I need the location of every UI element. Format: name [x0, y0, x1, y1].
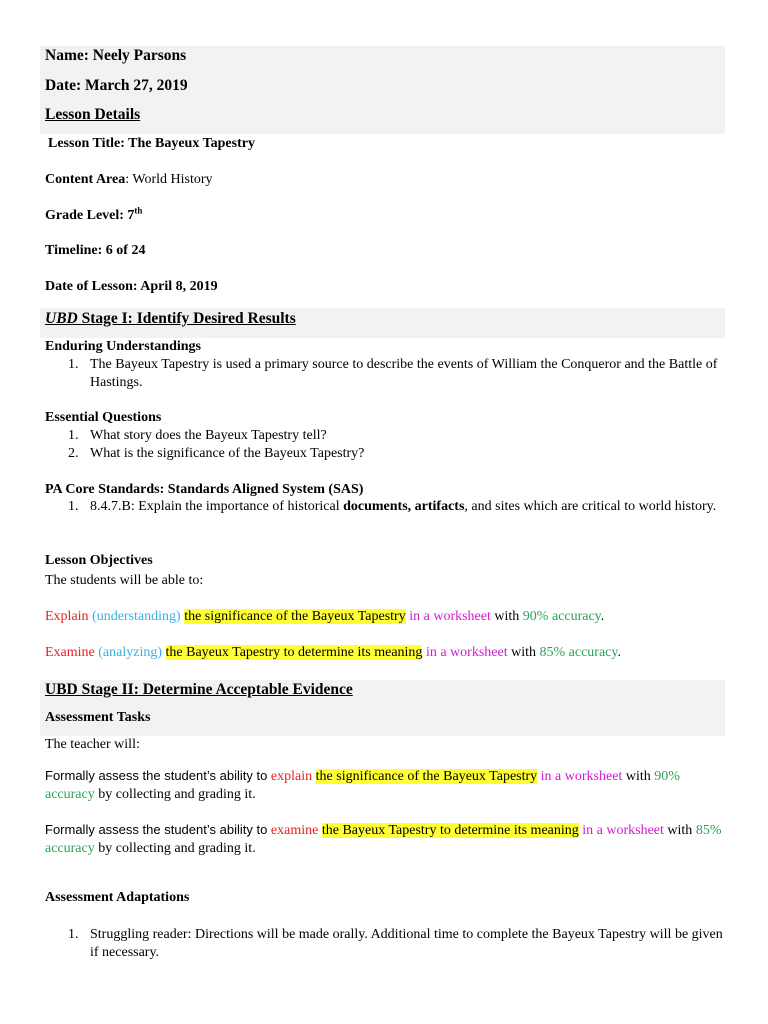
pa-list — [45, 498, 726, 516]
date-of-lesson-line: Date of Lesson: April 8, 2019 — [45, 279, 218, 294]
objective-level: (analyzing) — [94, 645, 166, 660]
list-item — [45, 498, 726, 516]
objective-1 — [45, 608, 726, 626]
list-item — [45, 926, 726, 962]
date-line: Date: March 27, 2019 — [45, 77, 188, 94]
adaptations-list — [45, 926, 726, 962]
eq-heading: Essential Questions — [45, 410, 162, 425]
lesson-title-value: The Bayeux Tapestry — [128, 136, 255, 151]
list-item — [45, 445, 726, 463]
stage1-title: Stage I: Identify Desired Results — [77, 310, 296, 327]
pa-heading: PA Core Standards: Standards Aligned System (SAS) — [45, 482, 364, 497]
assessment-with: with — [663, 823, 696, 838]
objective-content: the significance of the Bayeux Tapestry — [184, 609, 406, 624]
list-text: , and sites which are critical to world history. — [464, 499, 717, 514]
assessment-criteria: 85% accuracy — [45, 823, 722, 856]
pa-list-wrap — [45, 498, 726, 516]
objective-verb: Examine — [45, 645, 95, 660]
assessment-1 — [45, 767, 726, 804]
assessment-verb: examine — [270, 823, 319, 838]
objective-level: (understanding) — [88, 609, 185, 624]
objective-2 — [45, 644, 726, 662]
objective-criteria: 90% accuracy — [522, 609, 601, 624]
list-text: The Bayeux Tapestry is used a primary source to describe the events of William the Conqueror and the Battle of Hastings. — [90, 357, 718, 390]
objectives-heading: Lesson Objectives — [45, 553, 153, 568]
assessment-content: the Bayeux Tapestry to determine its meaning — [321, 823, 579, 838]
assessment-verb: explain — [270, 769, 313, 784]
assessment-product: in a worksheet — [537, 769, 623, 784]
content-area-label: Content Area — [45, 172, 126, 187]
timeline-line: Timeline: 6 of 24 — [45, 243, 146, 258]
grade-level-label: Grade Level: 7 — [45, 208, 135, 223]
list-text: What story does the Bayeux Tapestry tell? — [90, 428, 327, 443]
list-text: Struggling reader: Directions will be made orally. Additional time to complete the Bayeux Tapestry will be given if necessary. — [90, 927, 723, 960]
list-number: 2. — [68, 446, 79, 461]
assessment-post: by collecting and grading it. — [94, 787, 256, 802]
content-area-value: : World History — [125, 172, 213, 187]
grade-level-sup: th — [134, 205, 143, 216]
assessment-product: in a worksheet — [578, 823, 664, 838]
list-item — [45, 427, 726, 445]
objectives-intro: The students will be able to: — [45, 573, 204, 588]
list-item — [45, 356, 726, 392]
assessment-2 — [45, 821, 726, 858]
lesson-title-label: Lesson Title: — [48, 136, 125, 151]
grade-level-line — [45, 207, 726, 225]
objective-verb: Explain — [45, 609, 89, 624]
name-line: Name: Neely Parsons — [45, 47, 187, 64]
list-text-bold: documents, artifacts — [343, 499, 465, 514]
stage2-heading: UBD Stage II: Determine Acceptable Evidence — [45, 681, 353, 698]
objective-end: . — [600, 609, 605, 624]
assessment-content: the significance of the Bayeux Tapestry — [315, 769, 538, 784]
list-number: 1. — [68, 927, 79, 942]
list-text: What is the significance of the Bayeux Tapestry? — [90, 446, 365, 461]
enduring-heading: Enduring Understandings — [45, 339, 202, 354]
objective-end: . — [617, 645, 621, 660]
teacher-will: The teacher will: — [45, 737, 140, 752]
objective-product: in a worksheet — [422, 645, 508, 660]
eq-list-wrap — [45, 427, 726, 463]
list-number: 1. — [68, 357, 79, 372]
adaptations-heading: Assessment Adaptations — [45, 890, 190, 905]
objective-with: with — [507, 645, 540, 660]
lesson-details-heading: Lesson Details — [45, 106, 141, 123]
objective-product: in a worksheet — [405, 609, 491, 624]
assessment-post: by collecting and grading it. — [94, 841, 256, 856]
assessment-pre: Formally assess the student’s ability to — [45, 822, 271, 837]
list-number: 1. — [68, 428, 79, 443]
ubd-label: UBD — [45, 310, 78, 327]
stage1-heading — [45, 310, 726, 328]
list-number: 1. — [68, 499, 79, 514]
assessment-tasks-heading: Assessment Tasks — [45, 710, 151, 725]
lesson-title-line — [48, 135, 726, 153]
objective-content: the Bayeux Tapestry to determine its meaning — [165, 645, 423, 660]
assessment-pre: Formally assess the student’s ability to — [45, 768, 271, 783]
eq-list — [45, 427, 726, 463]
assessment-with: with — [622, 769, 655, 784]
objective-with: with — [490, 609, 523, 624]
list-text: 8.4.7.B: Explain the importance of historical — [90, 499, 344, 514]
content-area-line — [45, 171, 726, 189]
assessment-criteria: 90% accuracy — [45, 769, 680, 802]
enduring-list — [45, 356, 726, 392]
adaptations-list-wrap — [45, 926, 726, 962]
enduring-list-wrap — [45, 356, 726, 392]
objective-criteria: 85% accuracy — [539, 645, 618, 660]
